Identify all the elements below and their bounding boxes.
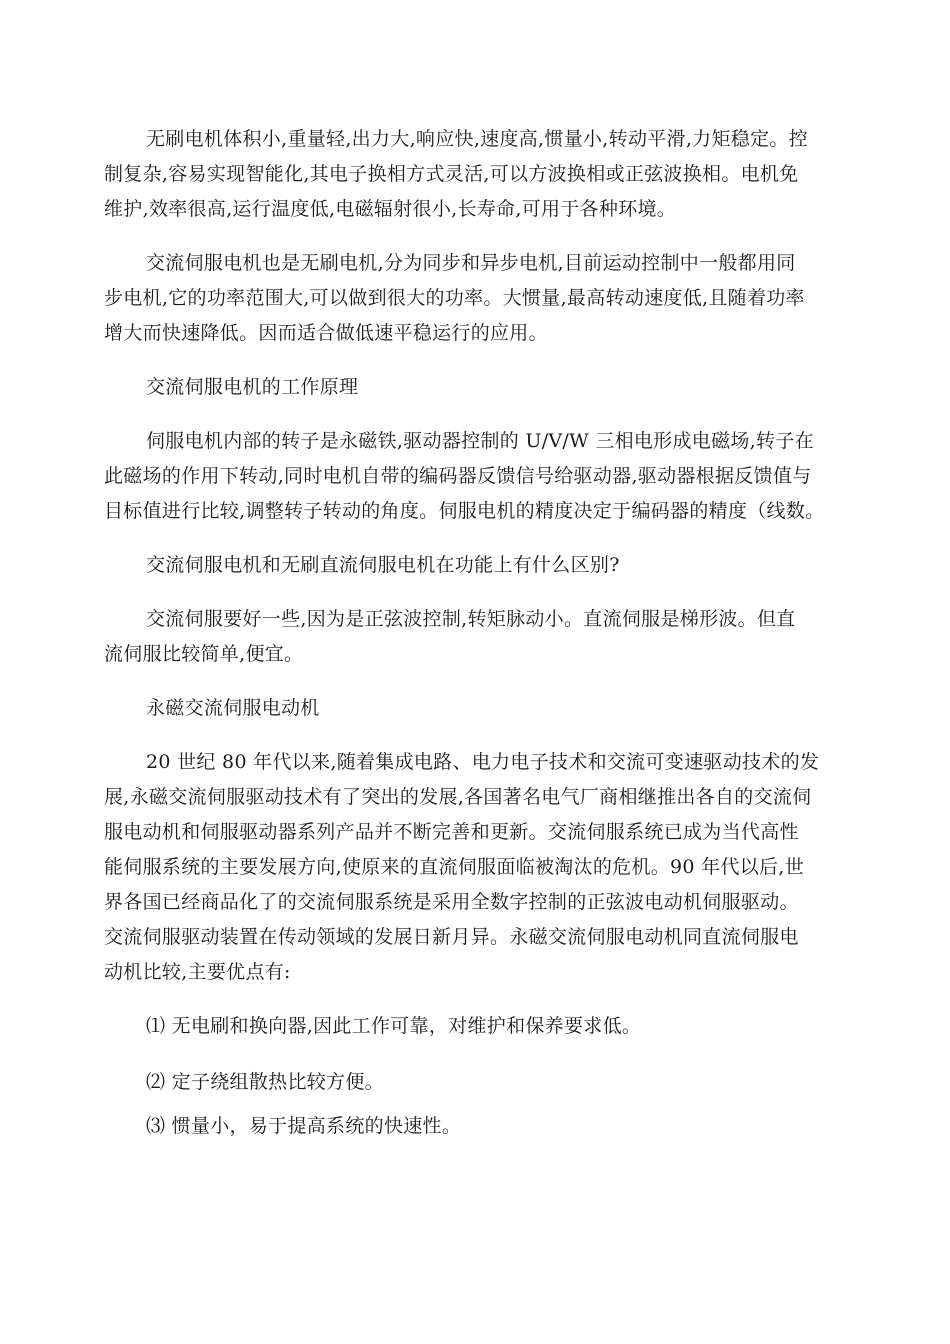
text-line: 交流伺服电机也是无刷电机,分为同步和异步电机,目前运动控制中一般都用同	[146, 252, 796, 274]
paragraph-working-principle	[104, 424, 848, 529]
text-line: 维护,效率很高,运行温度低,电磁辐射很小,长寿命,可用于各种环境。	[104, 198, 677, 220]
heading-ac-vs-dc: 交流伺服电机和无刷直流伺服电机在功能上有什么区别?	[146, 554, 620, 576]
list-item: ⑴ 无电刷和换向器,因此工作可靠，对维护和保养要求低。	[146, 1015, 642, 1037]
text-line: 展,永磁交流伺服驱动技术有了突出的发展,各国著名电气厂商相继推出各自的交流伺	[104, 786, 812, 808]
list-item: ⑶ 惯量小，易于提高系统的快速性。	[146, 1115, 462, 1137]
text-line: 此磁场的作用下转动,同时电机自带的编码器反馈信号给驱动器,驱动器根据反馈值与	[104, 465, 812, 487]
document-page	[104, 122, 848, 1144]
paragraph-brushless-advantages	[104, 122, 848, 227]
text-line: 增大而快速降低。因而适合做低速平稳运行的应用。	[104, 322, 548, 344]
text-line: 能伺服系统的主要发展方向,使原来的直流伺服面临被淘汰的危机。90 年代以后,世	[104, 856, 804, 878]
text-line: 伺服电机内部的转子是永磁铁,驱动器控制的 U/V/W 三相电形成电磁场,转子在	[146, 430, 814, 452]
list-item: ⑵ 定子绕组散热比较方便。	[146, 1071, 384, 1093]
text-line: 流伺服比较简单,便宜。	[104, 643, 304, 665]
text-line: 步电机,它的功率范围大,可以做到很大的功率。大惯量,最高转动速度低,且随着功率	[104, 287, 805, 309]
paragraph-pm-ac-servo	[104, 745, 848, 990]
text-line: 无刷电机体积小,重量轻,出力大,响应快,速度高,惯量小,转动平滑,力矩稳定。控	[146, 128, 808, 150]
paragraph-ac-vs-dc	[104, 602, 848, 672]
text-line: 交流伺服要好一些,因为是正弦波控制,转矩脉动小。直流伺服是梯形波。但直	[146, 608, 796, 630]
text-line: 20 世纪 80 年代以来,随着集成电路、电力电子技术和交流可变速驱动技术的发	[146, 751, 820, 773]
text-line: 界各国已经商品化了的交流伺服系统是采用全数字控制的正弦波电动机伺服驱动。	[104, 891, 799, 913]
text-line: 服电动机和伺服驱动器系列产品并不断完善和更新。交流伺服系统已成为当代高性	[104, 821, 799, 843]
paragraph-ac-servo-intro	[104, 246, 848, 351]
heading-working-principle: 交流伺服电机的工作原理	[146, 376, 359, 398]
heading-pm-ac-servo: 永磁交流伺服电动机	[146, 697, 320, 719]
text-line: 动机比较,主要优点有:	[104, 961, 291, 983]
text-line: 制复杂,容易实现智能化,其电子换相方式灵活,可以方波换相或正弦波换相。电机免	[104, 163, 799, 185]
text-line: 交流伺服驱动装置在传动领域的发展日新月异。永磁交流伺服电动机同直流伺服电	[104, 926, 799, 948]
text-line: 目标值进行比较,调整转子转动的角度。伺服电机的精度决定于编码器的精度（线数。	[104, 500, 825, 522]
